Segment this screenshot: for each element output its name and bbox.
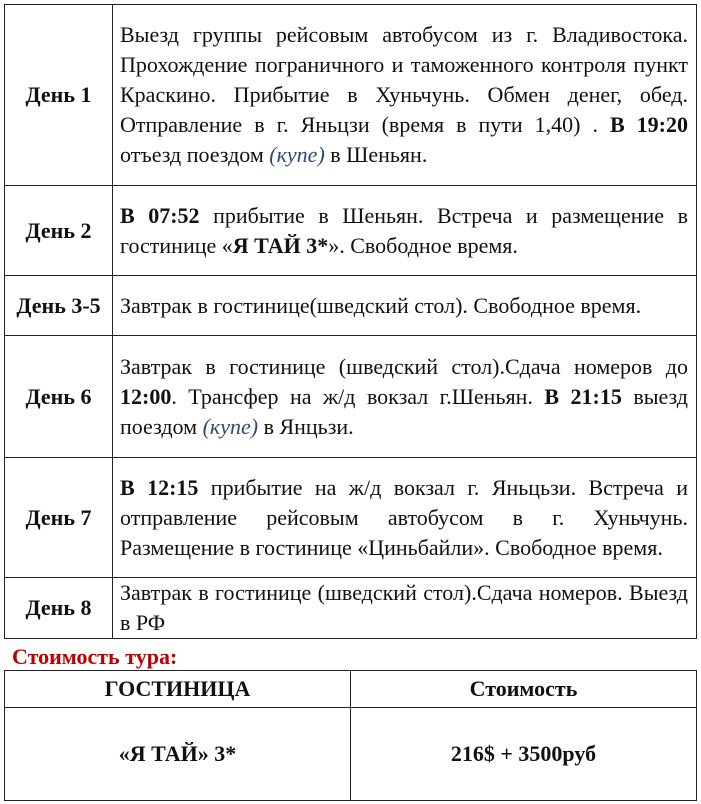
itinerary-row [5, 336, 697, 458]
day-description [113, 336, 697, 458]
text-segment: отъезд поездом [120, 142, 270, 167]
itinerary-row [5, 5, 697, 186]
itinerary-table [4, 4, 697, 639]
price-row [5, 708, 697, 801]
italic-text: (купе) [269, 142, 325, 167]
bold-text: В 19:20 [610, 112, 688, 137]
text-segment: прибытие в Шеньян. Встреча и размещение в гостинице « [120, 202, 689, 258]
day-label: День 8 [5, 578, 113, 639]
day-label: День 2 [5, 186, 113, 276]
text-segment: Выезд группы рейсовым автобусом из г. Владивостока. Прохождение пограничного и таможенного контроля пункт Краскино. Прибытие в Хуньчунь. Обмен денег, обед. Отправление в г. Яньцзи (время в пути 1,40) . [120, 22, 688, 137]
text-segment: выезд поездом [120, 383, 689, 439]
text-segment: Завтрак в гостинице (шведский стол).Сдача номеров до [120, 353, 688, 379]
day-description [113, 5, 697, 186]
itinerary-row [5, 186, 697, 276]
day-description [113, 458, 697, 578]
header-hotel: ГОСТИНИЦА [5, 671, 351, 708]
text-segment: . Трансфер на ж/д вокзал г.Шеньян. [171, 383, 545, 409]
day-label: День 7 [5, 458, 113, 578]
hotel-price: 216$ + 3500руб [351, 708, 697, 801]
text-segment: в Янцьзи. [258, 413, 354, 439]
day-description [113, 276, 697, 336]
bold-text: В 12:15 [120, 474, 199, 500]
text-segment: прибытие на ж/д вокзал г. Яньцьзи. Встреча и отправление рейсовым автобусом в г. Хуньчунь. Размещение в гостинице «Циньбайли». Свободное время. [120, 474, 689, 560]
day-label: День 1 [5, 5, 113, 186]
bold-text: 12:00 [120, 383, 172, 409]
bold-text: В 21:15 [544, 383, 622, 409]
text-segment: Завтрак в гостинице (шведский стол).Сдача номеров. Выезд в РФ [120, 580, 688, 635]
day-description [113, 578, 697, 639]
hotel-name: «Я ТАЙ» 3* [5, 708, 351, 801]
itinerary-row [5, 578, 697, 639]
cost-title: Стоимость тура: [12, 644, 178, 669]
bold-text: Я ТАЙ 3* [232, 232, 329, 258]
text-segment: в Шеньян. [324, 142, 428, 167]
day-label: День 3-5 [5, 276, 113, 336]
header-cost: Стоимость [351, 671, 697, 708]
text-segment: ». Свободное время. [328, 232, 518, 258]
italic-text: (купе) [202, 413, 259, 439]
itinerary-row [5, 276, 697, 336]
day-description [113, 186, 697, 276]
day-label: День 6 [5, 336, 113, 458]
text-segment: Завтрак в гостинице(шведский стол). Свободное время. [120, 292, 642, 318]
price-header-row [5, 671, 697, 708]
bold-text: В 07:52 [120, 202, 200, 228]
itinerary-row [5, 458, 697, 578]
price-table [4, 670, 697, 801]
